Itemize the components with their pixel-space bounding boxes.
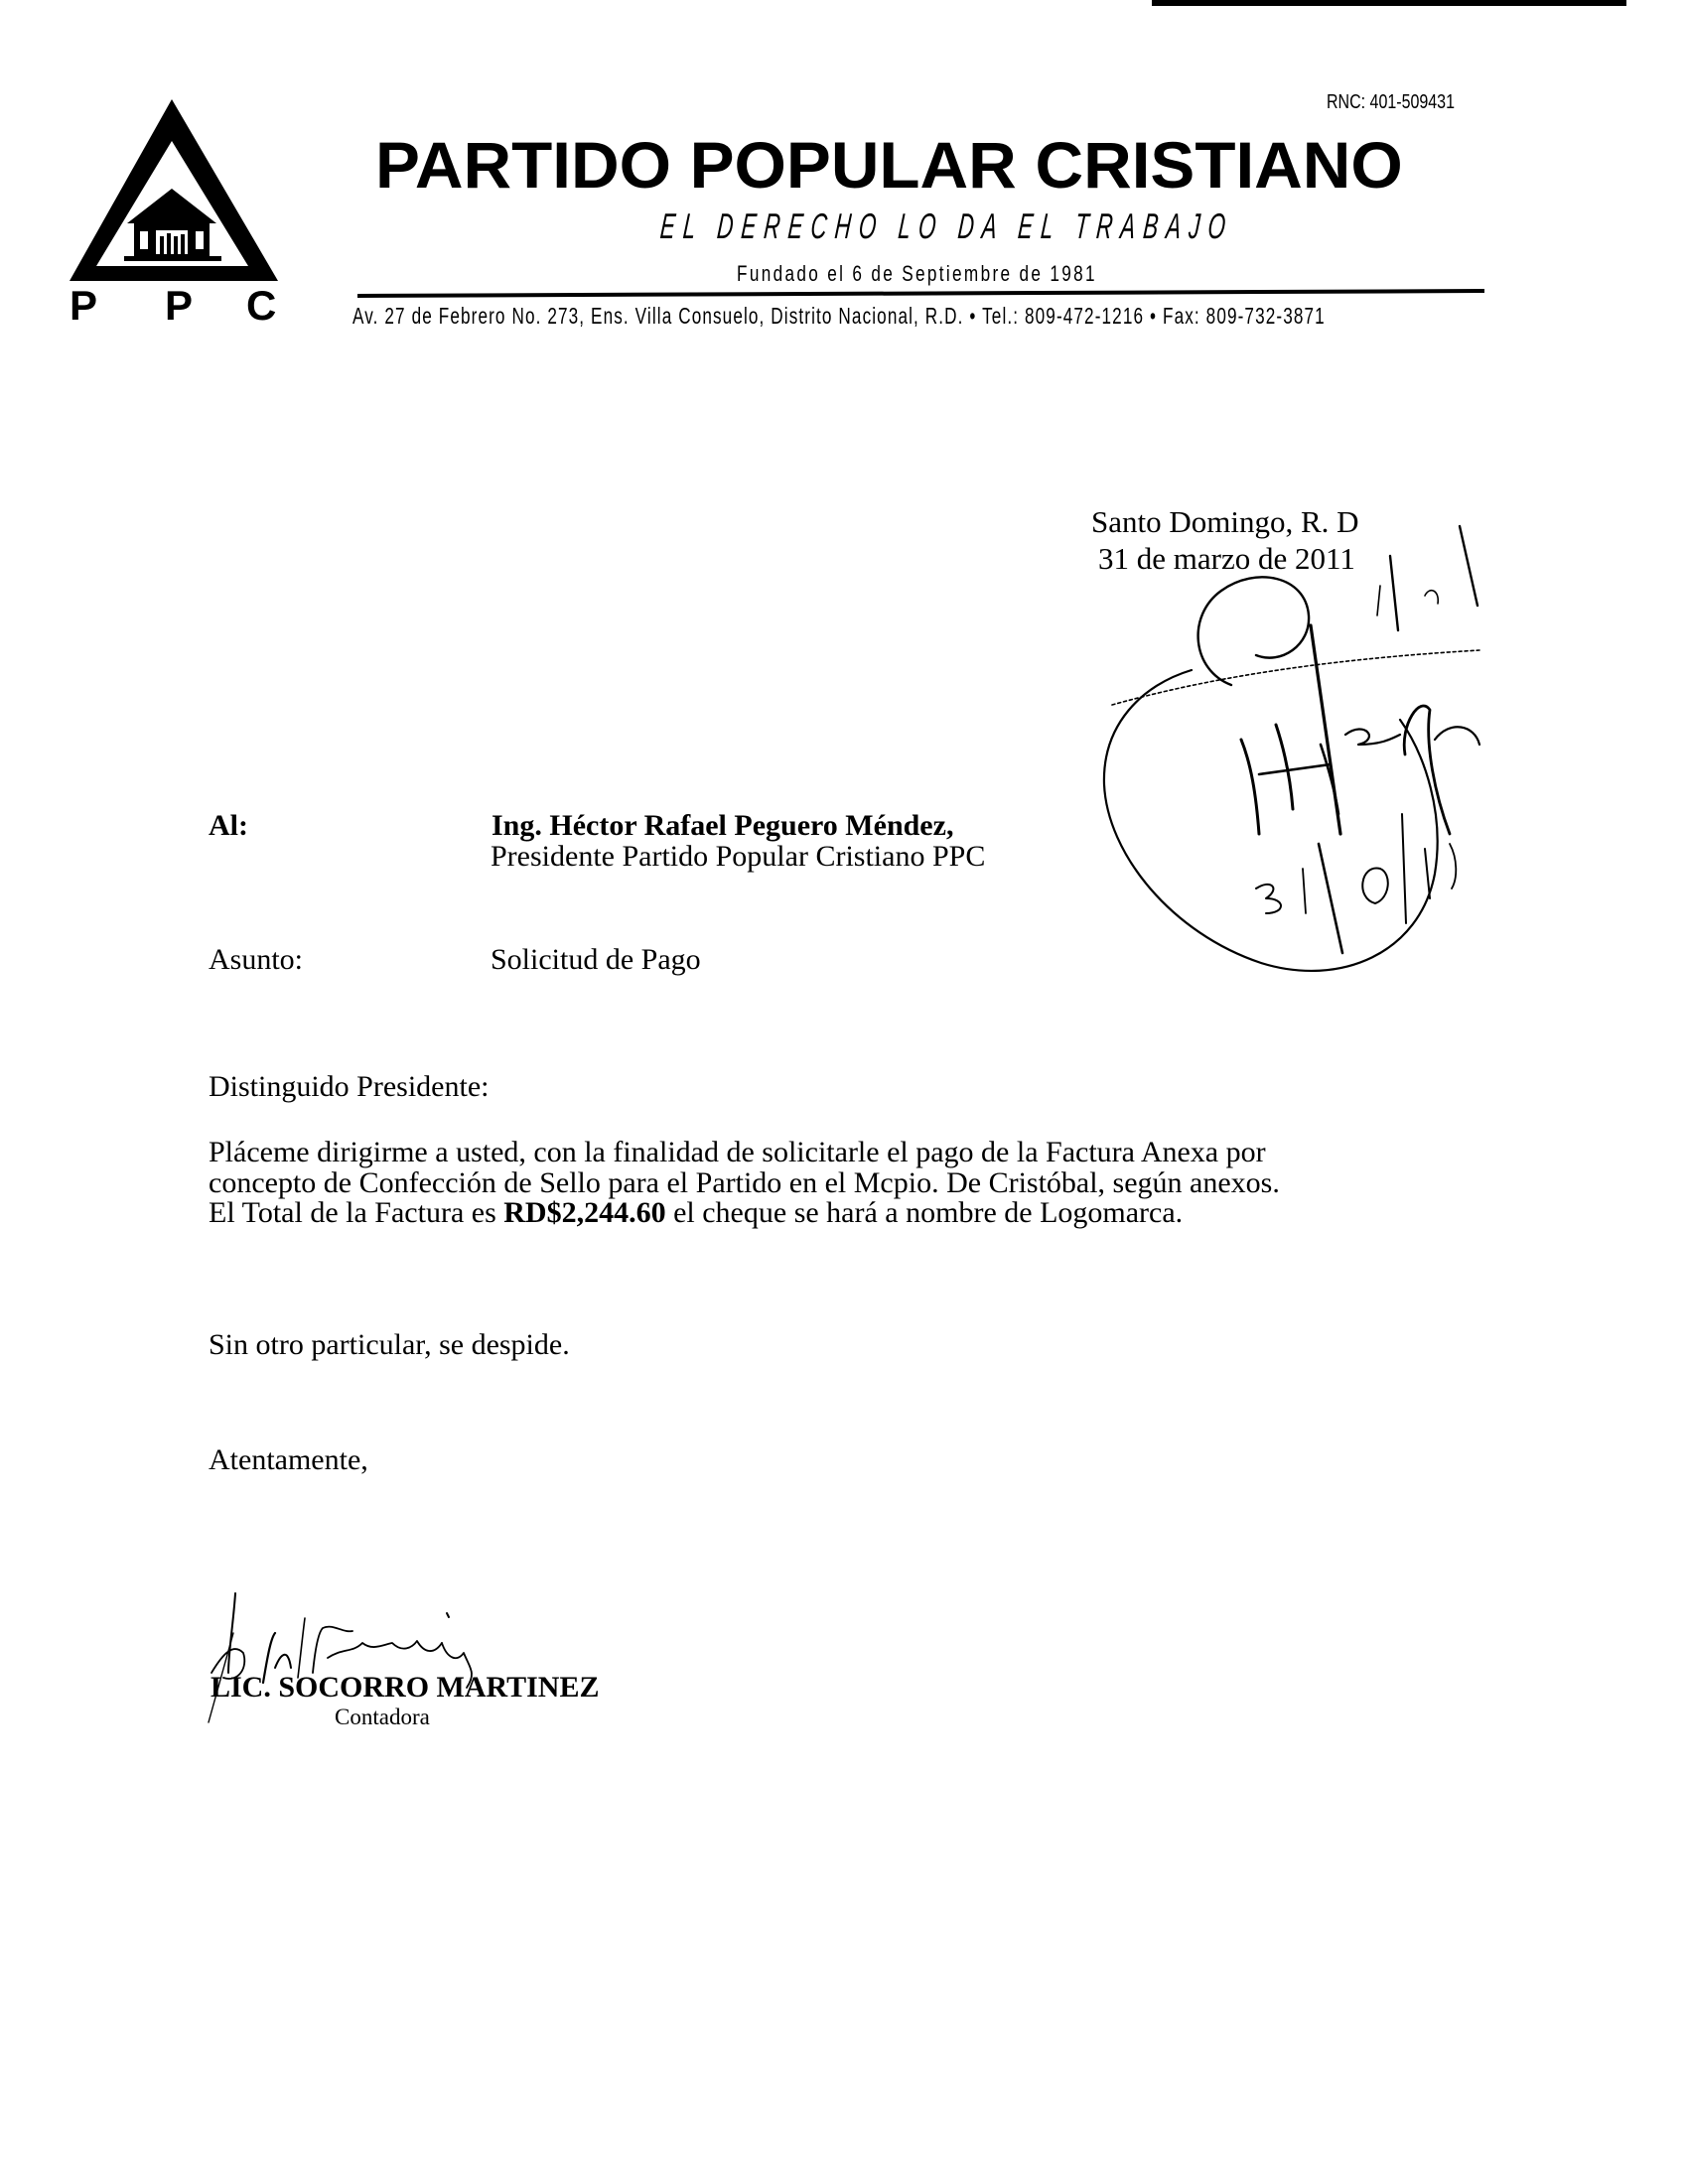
- subject-value: Solicitud de Pago: [491, 943, 701, 976]
- rnc-number: RNC: 401-509431: [1327, 91, 1455, 113]
- contact-address: Av. 27 de Febrero No. 273, Ens. Villa Consuelo, Distrito Nacional, R.D. • Tel.: 809-472-1216 • Fax: 809-732-3871: [352, 303, 1326, 329]
- body-line-3-end: el cheque se hará a nombre de Logomarca.: [665, 1196, 1184, 1229]
- logo-initial-c: C: [246, 282, 277, 329]
- letter-body: [209, 1138, 1301, 1229]
- party-tagline: EL DERECHO LO DA EL TRABAJO: [658, 205, 1235, 246]
- recipient-name: Ing. Héctor Rafael Peguero Méndez,: [492, 809, 954, 842]
- recipient-title: Presidente Partido Popular Cristiano PPC: [491, 840, 986, 873]
- logo-initial-p1: P: [70, 282, 98, 329]
- closing-line: Sin otro particular, se despide.: [209, 1328, 570, 1361]
- body-line-2: concepto de Confección de Sello para el Partido en el Mcpio. De Cristóbal, según anexos.: [209, 1165, 1280, 1199]
- letter-date: 31 de marzo de 2011: [1098, 541, 1355, 576]
- body-line-1: Pláceme dirigirme a usted, con la finalidad de solicitarle el pago de la Factura Anexa por: [209, 1136, 1266, 1168]
- body-line-3-start: El Total de la Factura es: [209, 1196, 504, 1229]
- invoice-amount: RD$2,244.60: [503, 1196, 666, 1229]
- recipient-label: Al:: [209, 809, 248, 842]
- signer-name: LIC. SOCORRO MARTINEZ: [211, 1671, 600, 1704]
- handwritten-approval-icon: [1082, 496, 1499, 1013]
- logo-initial-p2: P: [165, 282, 194, 329]
- founded-date: Fundado el 6 de Septiembre de 1981: [737, 261, 1097, 286]
- regards-line: Atentamente,: [209, 1443, 368, 1476]
- party-logo: [55, 91, 293, 330]
- letter-place: Santo Domingo, R. D: [1091, 504, 1359, 539]
- party-name-title: PARTIDO POPULAR CRISTIANO: [375, 128, 1403, 202]
- header-divider: [357, 289, 1484, 298]
- salutation: Distinguido Presidente:: [209, 1070, 490, 1103]
- body-line-3: [209, 1198, 1301, 1229]
- scan-edge-line: [1152, 0, 1626, 6]
- subject-label: Asunto:: [209, 943, 304, 976]
- signer-role: Contadora: [335, 1705, 430, 1729]
